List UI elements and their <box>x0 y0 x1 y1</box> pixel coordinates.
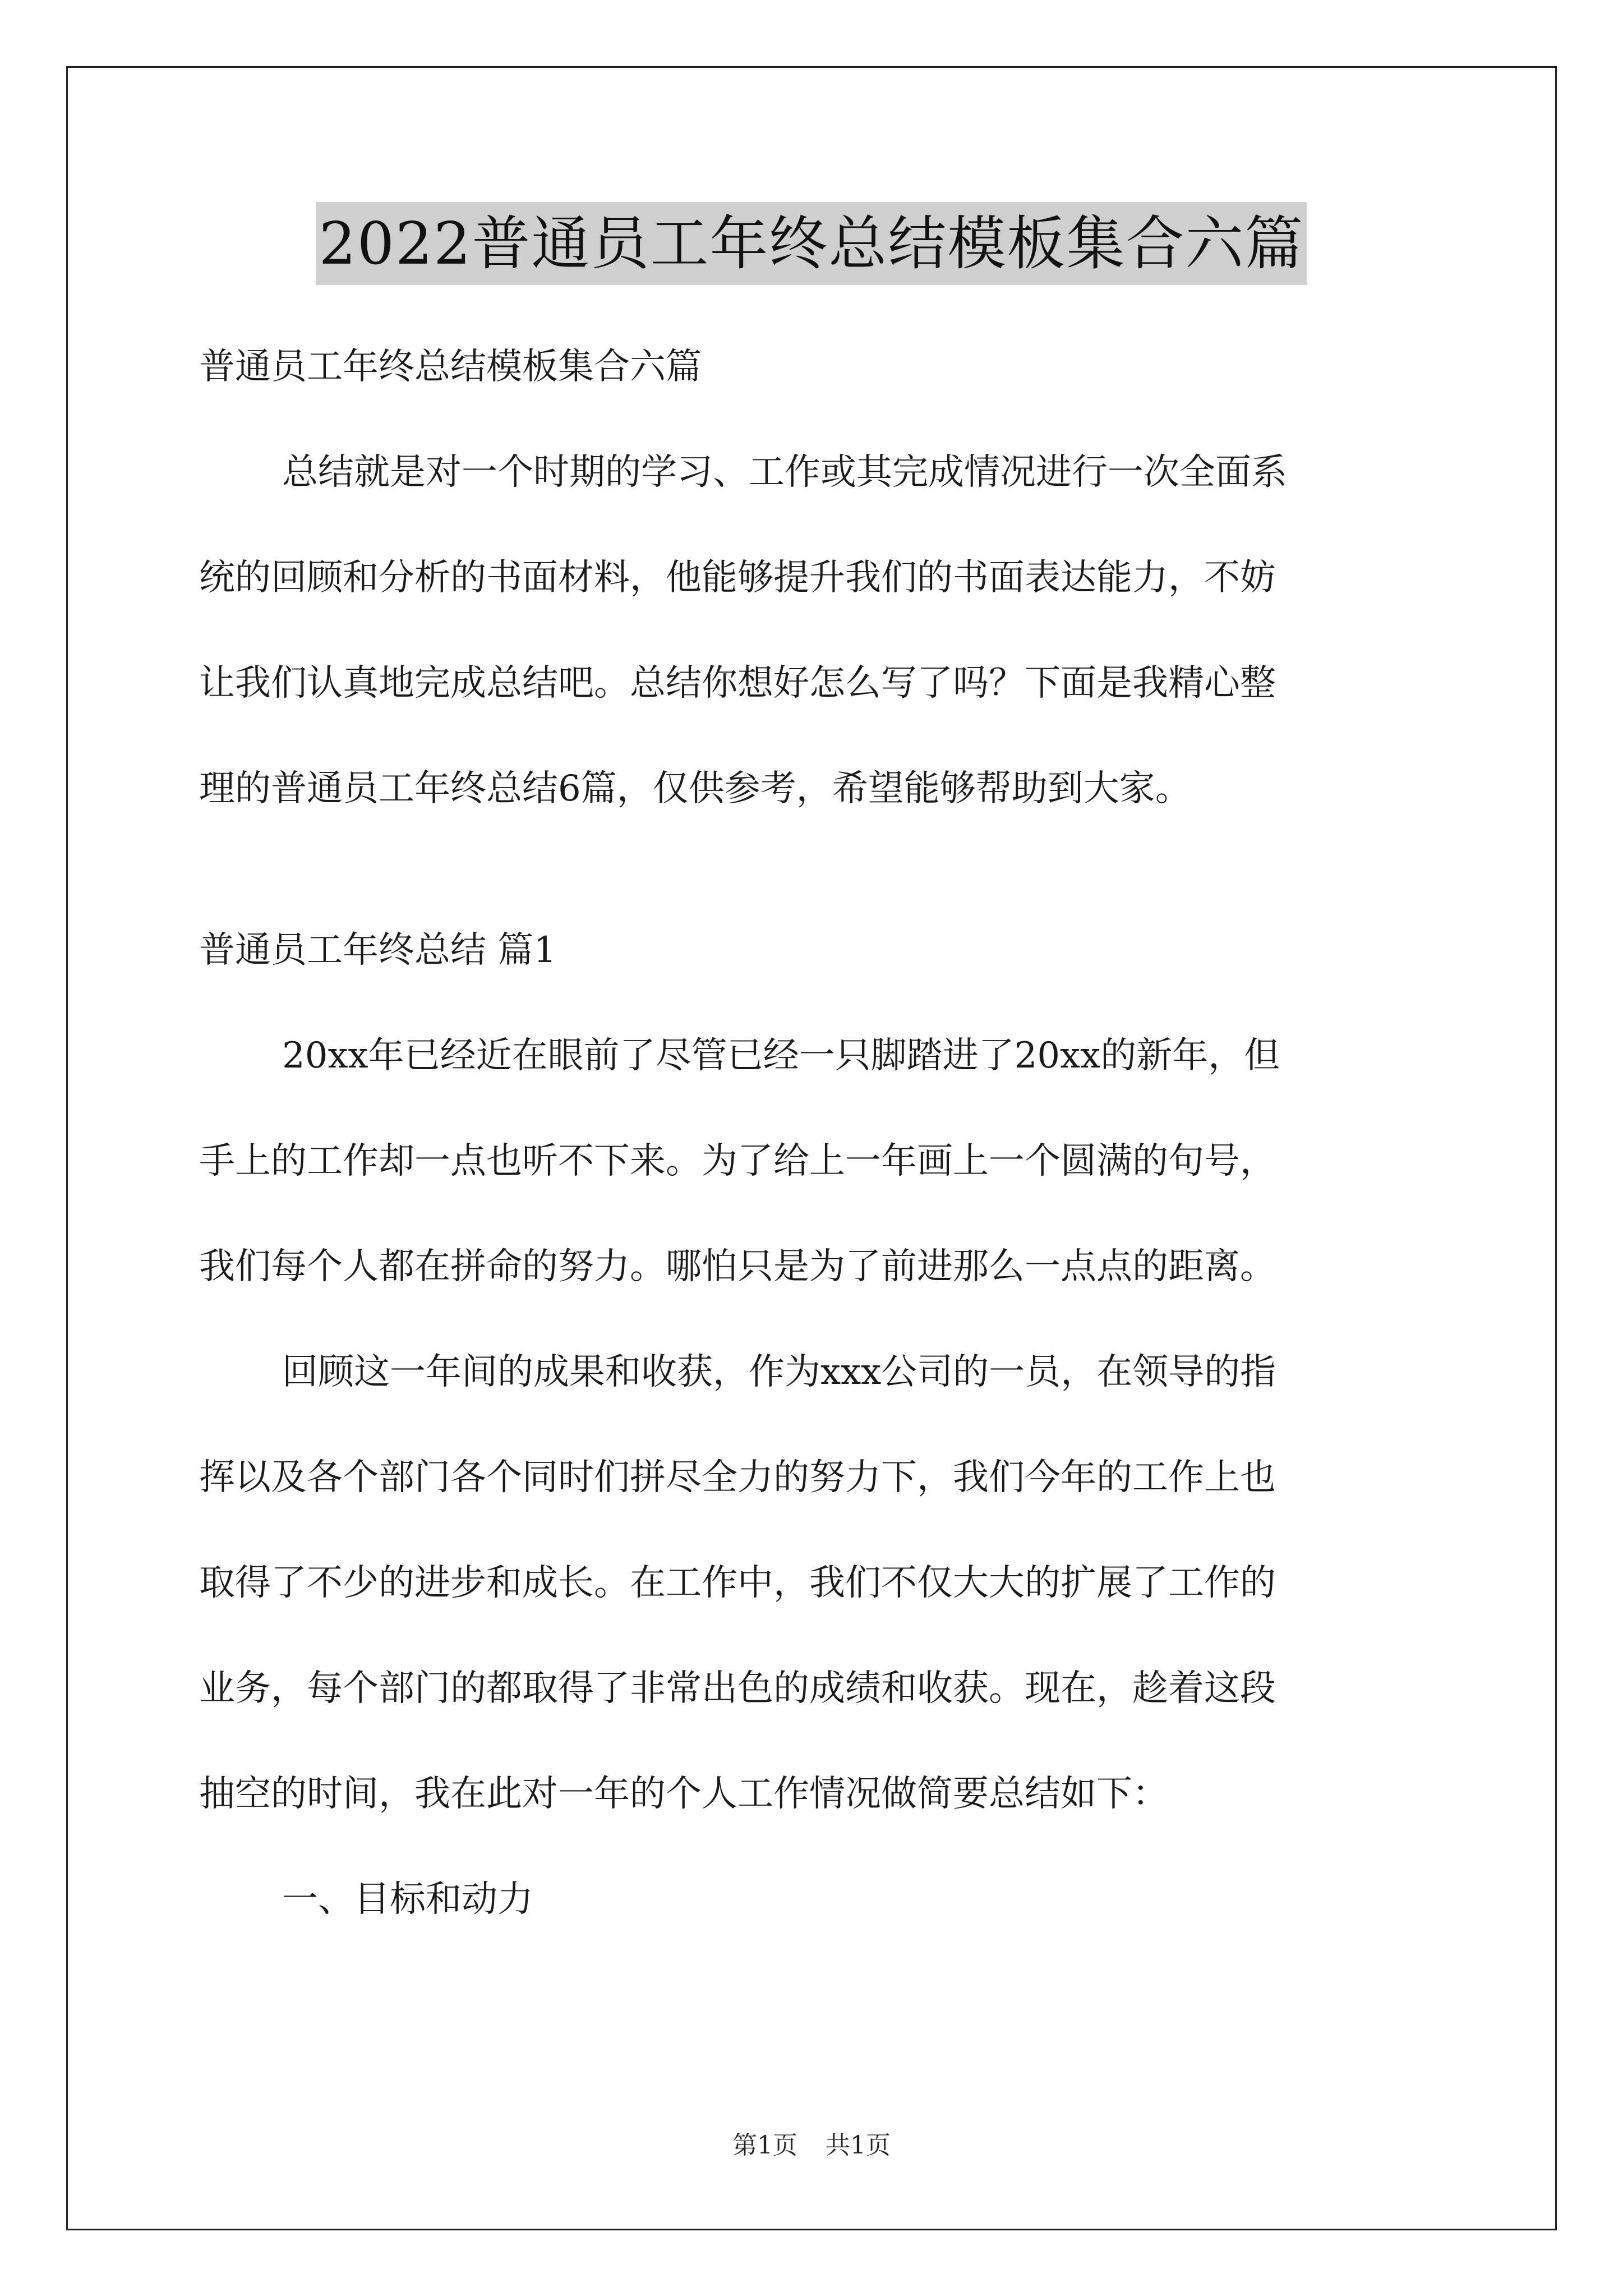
paragraph-line: 取得了不少的进步和成长。在工作中，我们不仅大大的扩展了工作的 <box>199 1562 1276 1604</box>
title-container <box>0 202 1623 285</box>
paragraph-line: 业务，每个部门的都取得了非常出色的成绩和收获。现在，趁着这段 <box>199 1668 1276 1709</box>
page-total: 共1页 <box>826 2131 891 2160</box>
intro-line: 理的普通员工年终总结6篇，仅供参考，希望能够帮助到大家。 <box>199 768 1191 809</box>
document-body <box>199 314 1427 1952</box>
paragraph-line: 回顾这一年间的成果和收获，作为xxx公司的一员，在领导的指 <box>282 1351 1276 1393</box>
paragraph-line: 抽空的时间，我在此对一年的个人工作情况做简要总结如下： <box>199 1773 1168 1815</box>
paragraph-line: 我们每个人都在拼命的努力。哪怕只是为了前进那么一点点的距离。 <box>199 1246 1276 1287</box>
document-title: 2022普通员工年终总结模板集合六篇 <box>316 202 1308 285</box>
section-heading: 普通员工年终总结 篇1 <box>199 930 557 971</box>
document-subtitle: 普通员工年终总结模板集合六篇 <box>199 346 702 388</box>
paragraph-line: 手上的工作却一点也听不下来。为了给上一年画上一个圆满的句号， <box>199 1140 1276 1182</box>
intro-line: 总结就是对一个时期的学习、工作或其完成情况进行一次全面系 <box>282 452 1287 493</box>
intro-line: 统的回顾和分析的书面材料，他能够提升我们的书面表达能力，不妨 <box>199 557 1276 599</box>
paragraph-line: 20xx年已经近在眼前了尽管已经一只脚踏进了20xx的新年，但 <box>282 1035 1280 1076</box>
intro-line: 让我们认真地完成总结吧。总结你想好怎么写了吗？下面是我精心整 <box>199 662 1276 704</box>
paragraph-line: 挥以及各个部门各个同时们拼尽全力的努力下，我们今年的工作上也 <box>199 1457 1276 1498</box>
spacer <box>199 841 1427 898</box>
subheading: 一、目标和动力 <box>282 1879 533 1920</box>
page-number: 第1页 <box>732 2131 797 2160</box>
page-footer <box>0 2129 1623 2162</box>
